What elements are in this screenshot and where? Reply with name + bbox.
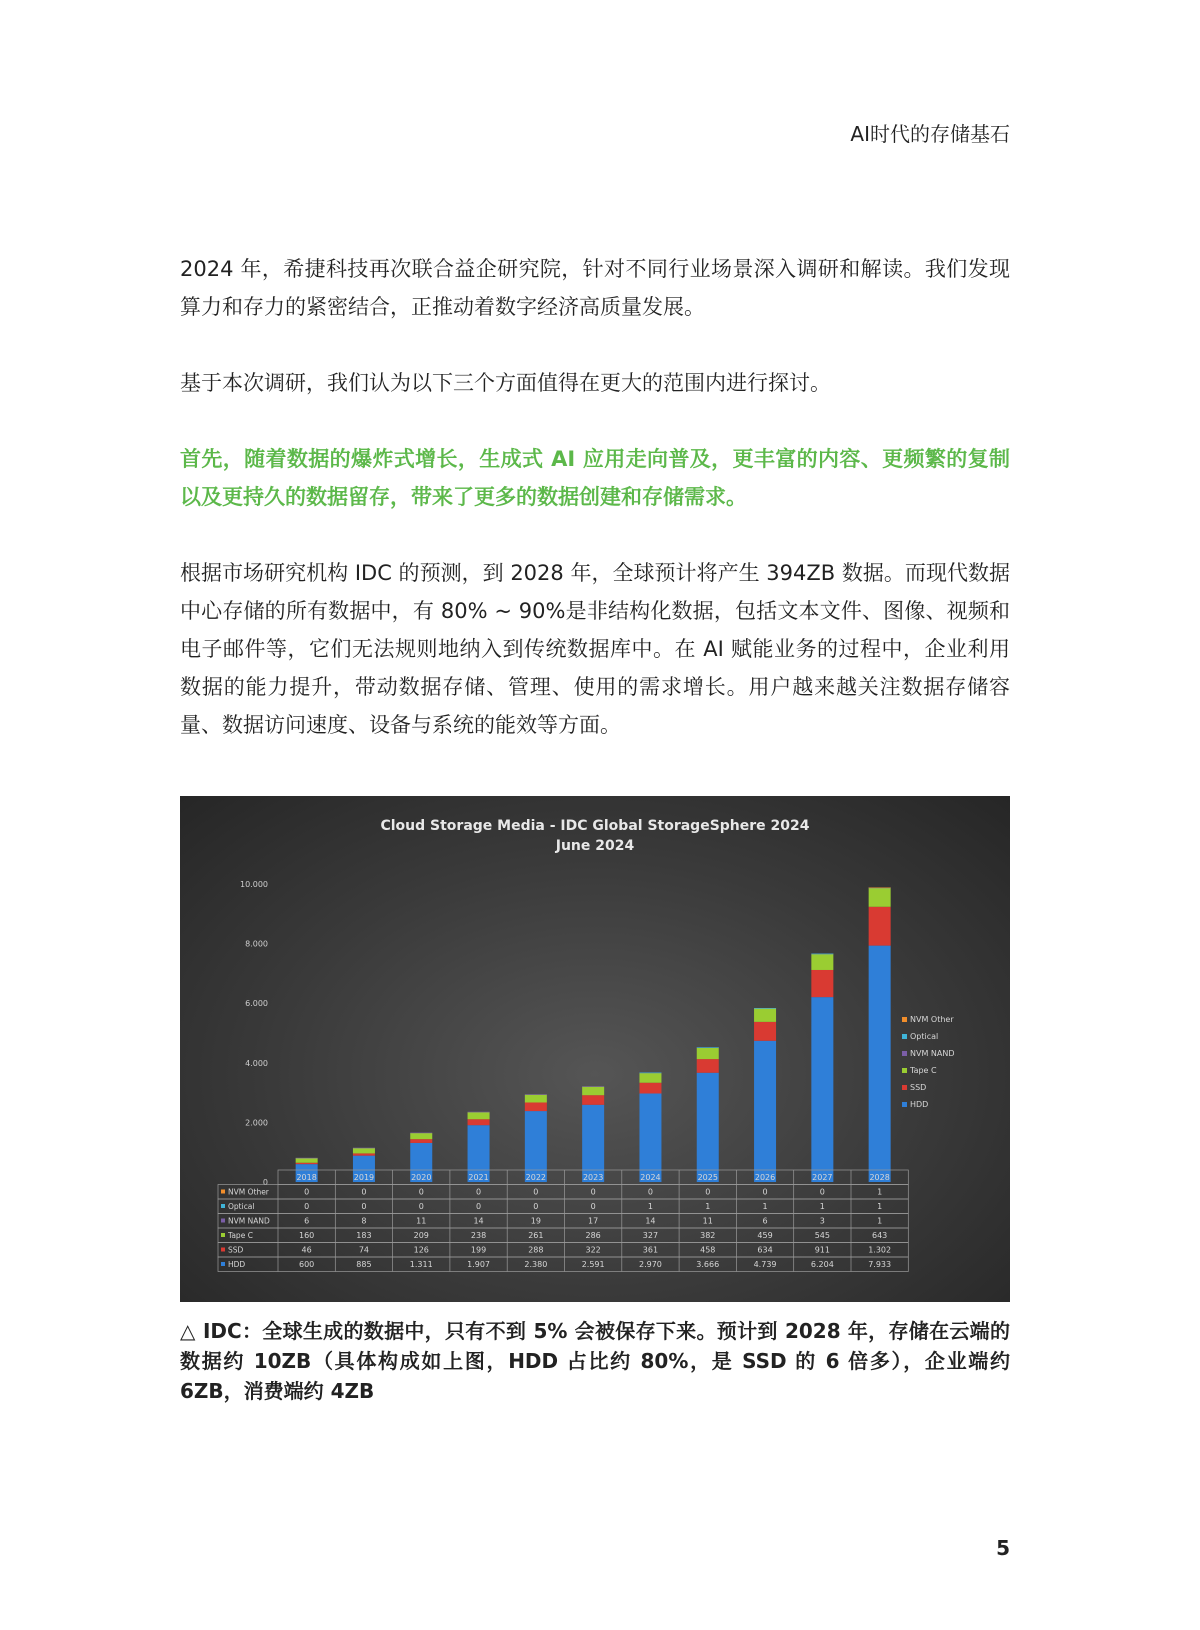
table-cell-value: 0 bbox=[361, 1202, 367, 1211]
x-tick-label: 2027 bbox=[812, 1173, 833, 1182]
table-cell-value: 0 bbox=[533, 1202, 539, 1211]
y-tick-label: 8.000 bbox=[245, 939, 268, 949]
bar-segment-hdd bbox=[525, 1111, 547, 1182]
table-cell-value: 0 bbox=[590, 1202, 596, 1211]
table-cell-value: 46 bbox=[301, 1245, 312, 1255]
table-cell-value: 1 bbox=[762, 1202, 768, 1211]
table-row-swatch bbox=[221, 1262, 225, 1266]
bar-segment-hdd bbox=[811, 997, 833, 1182]
table-cell-value: 3.666 bbox=[696, 1260, 720, 1269]
bar-segment-optical bbox=[639, 1073, 661, 1074]
y-tick-label: 2.000 bbox=[245, 1118, 268, 1128]
table-cell-value: 261 bbox=[528, 1231, 544, 1240]
bar-segment-hdd bbox=[754, 1041, 776, 1182]
table-row-swatch bbox=[221, 1204, 225, 1208]
table-cell-value: 0 bbox=[705, 1187, 711, 1197]
table-cell-value: 1.311 bbox=[409, 1260, 433, 1269]
legend-swatch bbox=[902, 1051, 907, 1056]
bar-segment-nvm-nand bbox=[582, 1086, 604, 1087]
table-cell-value: 209 bbox=[413, 1231, 429, 1240]
table-cell-value: 1 bbox=[705, 1202, 711, 1211]
x-tick-label: 2024 bbox=[640, 1173, 661, 1182]
table-cell-value: 126 bbox=[413, 1245, 429, 1255]
table-cell-value: 11 bbox=[702, 1216, 713, 1226]
table-cell-value: 545 bbox=[814, 1231, 830, 1240]
running-header: AI时代的存储基石 bbox=[850, 122, 1010, 146]
table-row-label: NVM NAND bbox=[228, 1216, 270, 1226]
table-cell-value: 14 bbox=[473, 1216, 484, 1226]
bar-segment-tape-c bbox=[353, 1148, 375, 1153]
table-cell-value: 0 bbox=[361, 1187, 367, 1197]
cloud-storage-chart bbox=[180, 796, 1010, 1302]
y-tick-label: 6.000 bbox=[245, 999, 268, 1009]
table-cell-value: 361 bbox=[642, 1245, 659, 1255]
table-cell-value: 6 bbox=[762, 1216, 768, 1226]
paragraph-intro: 2024 年，希捷科技再次联合益企研究院，针对不同行业场景深入调研和解读。我们发现算力和存力的紧密结合，正推动着数字经济高质量发展。 bbox=[180, 257, 1010, 319]
table-cell-value: 8 bbox=[361, 1216, 367, 1226]
bar-segment-hdd bbox=[582, 1105, 604, 1182]
x-tick-label: 2021 bbox=[468, 1173, 489, 1182]
table-cell-value: 0 bbox=[476, 1202, 482, 1211]
table-cell-value: 0 bbox=[476, 1187, 482, 1197]
table-cell-value: 600 bbox=[299, 1260, 315, 1269]
bar-segment-ssd bbox=[410, 1139, 432, 1143]
chart-title: Cloud Storage Media - IDC Global StorageSphere 2024 bbox=[380, 818, 810, 834]
page-number: 5 bbox=[996, 1536, 1010, 1560]
table-row-label: HDD bbox=[228, 1260, 246, 1269]
table-row-label: NVM Other bbox=[228, 1187, 269, 1197]
table-cell-value: 1 bbox=[877, 1216, 883, 1226]
table-cell-value: 6.204 bbox=[810, 1260, 834, 1269]
table-cell-value: 1.907 bbox=[467, 1260, 491, 1269]
table-cell-value: 1.302 bbox=[868, 1245, 892, 1255]
chart-subtitle: June 2024 bbox=[555, 838, 635, 854]
table-cell-value: 0 bbox=[819, 1187, 825, 1197]
table-row-swatch bbox=[221, 1233, 225, 1237]
paragraph-idc-forecast: 根据市场研究机构 IDC 的预测，到 2028 年，全球预计将产生 394ZB 数据。而现代数据中心存储的所有数据中，有 80% ~ 90%是非结构化数据，包括文本文件、图像、视频和电子邮件等，它们无法规则地纳入到传统数据库中。在 AI 赋能业务的过程中，企业利用数据的能力提升，带动数据存储、管理、使用的需求增长。用户越来越关注数据存储容量、数据访问速度、设备与系统的能效等方面。 bbox=[180, 561, 1010, 737]
y-tick-label: 4.000 bbox=[245, 1058, 268, 1068]
bar-segment-tape-c bbox=[697, 1048, 719, 1059]
bar-segment-tape-c bbox=[296, 1158, 318, 1163]
legend-swatch bbox=[902, 1085, 907, 1090]
table-cell-value: 1 bbox=[877, 1187, 883, 1197]
table-cell-value: 0 bbox=[590, 1187, 596, 1197]
bar-segment-optical bbox=[754, 1008, 776, 1009]
legend-swatch bbox=[902, 1068, 907, 1073]
bar-segment-optical bbox=[697, 1047, 719, 1048]
legend-entry: SSD bbox=[910, 1083, 927, 1092]
table-row bbox=[218, 1199, 908, 1214]
bar-segment-ssd bbox=[869, 907, 891, 946]
table-cell-value: 382 bbox=[700, 1231, 716, 1240]
legend-entry: Optical bbox=[910, 1032, 939, 1041]
table-cell-value: 286 bbox=[585, 1231, 601, 1240]
bar-segment-ssd bbox=[296, 1163, 318, 1164]
table-cell-value: 0 bbox=[304, 1187, 310, 1197]
table-cell-value: 0 bbox=[418, 1187, 424, 1197]
y-tick-label: 0 bbox=[262, 1178, 268, 1187]
table-row-label: Optical bbox=[228, 1202, 255, 1211]
table-row-label: Tape C bbox=[228, 1231, 253, 1240]
bar-segment-tape-c bbox=[754, 1008, 776, 1022]
table-cell-value: 17 bbox=[588, 1216, 599, 1226]
legend-entry: NVM NAND bbox=[910, 1049, 955, 1058]
table-row bbox=[218, 1228, 908, 1243]
bar-segment-nvm-nand bbox=[468, 1112, 490, 1113]
x-tick-label: 2026 bbox=[754, 1173, 776, 1182]
table-cell-value: 288 bbox=[528, 1245, 544, 1255]
bar-segment-ssd bbox=[468, 1119, 490, 1125]
x-tick-label: 2028 bbox=[869, 1173, 890, 1182]
table-cell-value: 0 bbox=[418, 1202, 424, 1211]
legend-swatch bbox=[902, 1102, 907, 1107]
bar-segment-ssd bbox=[639, 1083, 661, 1094]
legend-entry: Tape C bbox=[910, 1066, 937, 1075]
table-cell-value: 643 bbox=[872, 1231, 888, 1240]
bar-segment-ssd bbox=[353, 1153, 375, 1155]
x-tick-label: 2025 bbox=[697, 1173, 718, 1182]
table-row bbox=[218, 1214, 908, 1229]
bar-segment-hdd bbox=[639, 1093, 661, 1182]
table-cell-value: 2.970 bbox=[638, 1260, 662, 1269]
figure-caption: △ IDC：全球生成的数据中，只有不到 5% 会被保存下来。预计到 2028 年，存储在云端的数据约 10ZB（具体构成如上图，HDD 占比约 80%，是 SSD 的 6 倍多），企业端约 6ZB，消费端约 4ZB bbox=[180, 1319, 1010, 1403]
bar-segment-tape-c bbox=[410, 1133, 432, 1139]
table-cell-value: 3 bbox=[819, 1216, 825, 1226]
chart-container bbox=[180, 796, 1010, 1302]
table-cell-value: 459 bbox=[757, 1231, 773, 1240]
table-row-swatch bbox=[221, 1190, 225, 1194]
bar-segment-optical bbox=[811, 954, 833, 955]
paragraph-highlight: 首先，随着数据的爆炸式增长，生成式 AI 应用走向普及，更丰富的内容、更频繁的复制以及更持久的数据留存，带来了更多的数据创建和存储需求。 bbox=[180, 447, 1010, 509]
bar-segment-nvm-other bbox=[869, 888, 891, 889]
table-cell-value: 160 bbox=[299, 1231, 315, 1240]
paragraph-research-basis: 基于本次调研，我们认为以下三个方面值得在更大的范围内进行探讨。 bbox=[180, 371, 831, 395]
table-cell-value: 0 bbox=[647, 1187, 653, 1197]
table-row-label: SSD bbox=[228, 1245, 244, 1255]
table-row bbox=[218, 1243, 908, 1258]
bar-segment-nvm-nand bbox=[296, 1158, 318, 1159]
table-cell-value: 0 bbox=[762, 1187, 768, 1197]
table-cell-value: 199 bbox=[470, 1245, 487, 1255]
x-tick-label: 2020 bbox=[411, 1173, 432, 1182]
legend-entry: HDD bbox=[910, 1100, 929, 1109]
x-tick-label: 2019 bbox=[353, 1173, 375, 1182]
table-row bbox=[218, 1257, 908, 1272]
table-cell-value: 6 bbox=[304, 1216, 310, 1226]
table-cell-value: 322 bbox=[585, 1245, 601, 1255]
legend-swatch bbox=[902, 1017, 907, 1022]
bar-segment-hdd bbox=[869, 946, 891, 1182]
table-row-swatch bbox=[221, 1248, 225, 1252]
table-cell-value: 0 bbox=[533, 1187, 539, 1197]
bar-segment-ssd bbox=[811, 970, 833, 997]
bar-segment-nvm-nand bbox=[410, 1133, 432, 1134]
bar-segment-ssd bbox=[582, 1095, 604, 1105]
x-tick-label: 2018 bbox=[296, 1173, 317, 1182]
bar-segment-tape-c bbox=[468, 1112, 490, 1119]
table-cell-value: 2.380 bbox=[524, 1260, 548, 1269]
bar-segment-tape-c bbox=[639, 1073, 661, 1083]
table-cell-value: 2.591 bbox=[581, 1260, 605, 1269]
bar-segment-ssd bbox=[754, 1022, 776, 1041]
table-cell-value: 7.933 bbox=[868, 1260, 892, 1269]
bar-segment-nvm-nand bbox=[353, 1148, 375, 1149]
bar-segment-ssd bbox=[697, 1059, 719, 1073]
y-tick-label: 10.000 bbox=[240, 880, 268, 889]
bar-segment-tape-c bbox=[582, 1087, 604, 1096]
table-cell-value: 634 bbox=[757, 1245, 773, 1255]
legend-swatch bbox=[902, 1034, 907, 1039]
bar-segment-hdd bbox=[697, 1073, 719, 1182]
bar-segment-tape-c bbox=[525, 1095, 547, 1103]
table-cell-value: 19 bbox=[530, 1216, 541, 1226]
x-tick-label: 2022 bbox=[525, 1173, 547, 1182]
table-cell-value: 1 bbox=[647, 1202, 653, 1211]
table-cell-value: 11 bbox=[416, 1216, 427, 1226]
table-cell-value: 238 bbox=[470, 1231, 487, 1240]
x-tick-label: 2023 bbox=[582, 1173, 604, 1182]
table-row bbox=[218, 1185, 908, 1200]
table-cell-value: 0 bbox=[304, 1202, 310, 1211]
table-cell-value: 1 bbox=[819, 1202, 825, 1211]
legend-entry: NVM Other bbox=[910, 1015, 954, 1024]
table-cell-value: 911 bbox=[814, 1245, 830, 1255]
table-row-swatch bbox=[221, 1219, 225, 1223]
table-cell-value: 14 bbox=[645, 1216, 656, 1226]
table-cell-value: 1 bbox=[877, 1202, 883, 1211]
bar-segment-ssd bbox=[525, 1102, 547, 1111]
table-cell-value: 183 bbox=[356, 1231, 372, 1240]
table-cell-value: 4.739 bbox=[753, 1260, 777, 1269]
table-cell-value: 458 bbox=[700, 1245, 716, 1255]
table-cell-value: 327 bbox=[642, 1231, 659, 1240]
bar-segment-tape-c bbox=[869, 888, 891, 907]
bar-segment-tape-c bbox=[811, 954, 833, 970]
bar-segment-nvm-nand bbox=[525, 1094, 547, 1095]
table-cell-value: 885 bbox=[356, 1260, 372, 1269]
table-cell-value: 74 bbox=[358, 1245, 370, 1255]
